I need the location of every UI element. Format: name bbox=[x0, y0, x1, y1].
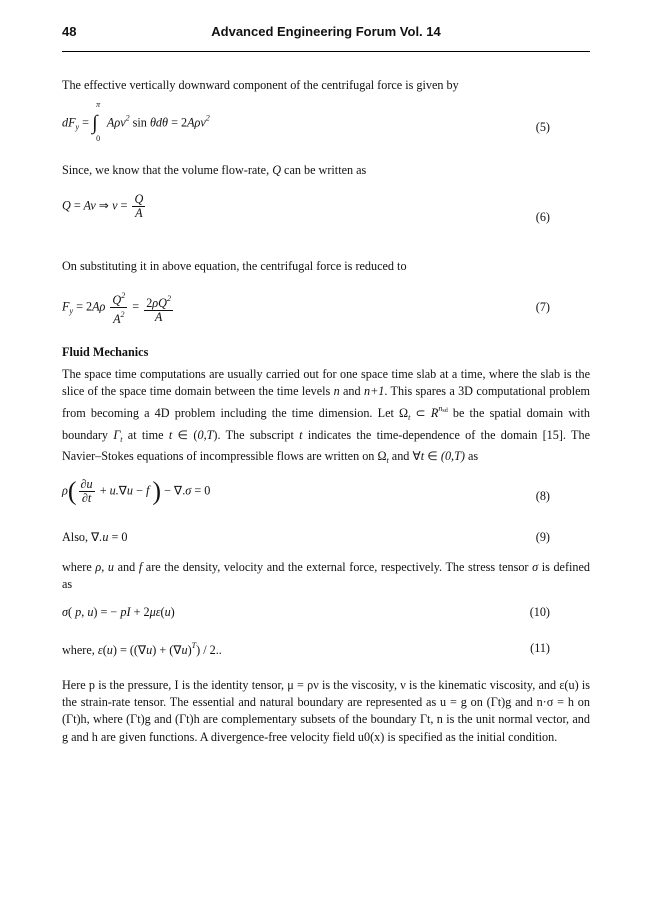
equation-10: σ( p, u) = − pI + 2με(u) bbox=[62, 605, 175, 619]
equation-5-number: (5) bbox=[535, 120, 550, 134]
section-heading: Fluid Mechanics bbox=[62, 345, 149, 359]
journal-title: Advanced Engineering Forum Vol. 14 bbox=[211, 24, 441, 39]
equation-11: where, $\varepsilon(u) = ((\nabla u) + (\nabla u)^T) / 2$.. bbox=[62, 641, 222, 657]
paragraph-density-velocity: where ρ, u and f are the density, velocity and the external force, respectively. The stress tensor σ is defined as bbox=[62, 560, 590, 592]
equation-10-number: (10) bbox=[529, 605, 550, 619]
header-rule bbox=[62, 51, 590, 52]
equation-8: ρ( $\frac{\partial u}{\partial t}$ + u.∇u − f ) − ∇.σ = 0 bbox=[62, 476, 211, 506]
paragraph-centrifugal-intro: The effective vertically downward component of the centrifugal force is given by bbox=[62, 78, 459, 92]
equation-9: Also, ∇.u = 0 bbox=[62, 530, 128, 544]
integral-sign: ∫ π 0 bbox=[92, 100, 101, 143]
equation-8-number: (8) bbox=[535, 489, 550, 503]
equation-11-number: (11) bbox=[530, 641, 550, 655]
equation-7-number: (7) bbox=[535, 300, 550, 314]
running-header bbox=[62, 24, 590, 46]
paragraph-flow-rate: Since, we know that the volume flow-rate, Q can be written as bbox=[62, 163, 367, 177]
equation-7: $F_y = 2A\rho$ $\frac{Q^2}{A^2}$ = $\frac{2\rho Q^2}{A}$ bbox=[62, 291, 171, 326]
paragraph-pressure-definitions: Here p is the pressure, I is the identity tensor, μ = ρν is the viscosity, ν is the kinematic viscosity, and ε(u) is the strain-rate tensor. The essential and natural boundary are represented as u = g on (Γt)g and n·σ = h on (Γt)h, where (Γt)g and (Γt)h are complementary subsets of the boundary Γt, n is the unit normal vector, and g and h are given functions. A divergence-free velocity field u0(x) is specified as the initial condition. bbox=[62, 678, 590, 744]
paragraph-substituting: On substituting it in above equation, the centrifugal force is reduced to bbox=[62, 259, 407, 273]
equation-9-number: (9) bbox=[535, 530, 550, 544]
page-number: 48 bbox=[62, 24, 77, 39]
equation-6-number: (6) bbox=[535, 210, 550, 224]
equation-5: $dF_y$ = ∫ π 0 Aρv$^2$ sin θdθ = 2Aρv$^2$ bbox=[62, 100, 210, 143]
equation-6: Q = Av ⇒ v = $\frac{Q}{A}$ bbox=[62, 192, 144, 220]
paragraph-space-time: The space time computations are usually carried out for one space time slab at a time, where the slab is the slice of the space time domain between the time levels n and n+1. This spares a 3D computational problem from becoming a 4D problem including the time dimension. Let $\Omega_t$ ⊂ $R^{nsd}$ be the spatial domain with boundary $\Gamma_t$ at time t ∈ (0,T). The subscript t indicates the time-dependence of the domain [15]. The Navier–Stokes equations of incompressible flows are written on $\Omega_t$ and ∀t ∈ (0,T) as bbox=[62, 367, 590, 465]
